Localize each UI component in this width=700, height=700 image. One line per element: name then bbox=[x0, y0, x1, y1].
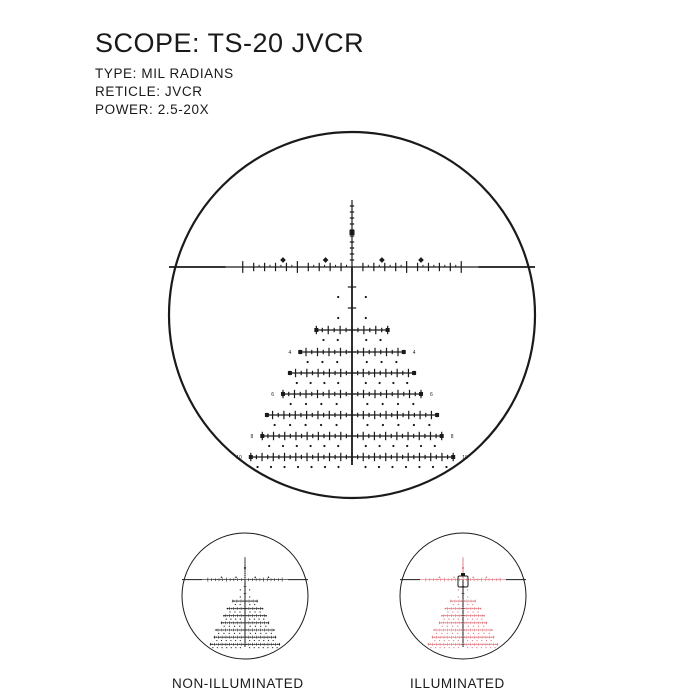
non-illum-hold-endcap bbox=[262, 608, 263, 609]
main-hash-label: 4 bbox=[412, 350, 416, 356]
main-hash-label: 8 bbox=[450, 434, 454, 440]
illum-wind-dot bbox=[458, 647, 459, 648]
non-illum-wind-dot bbox=[240, 604, 241, 605]
main-wind-dot bbox=[432, 466, 434, 468]
illum-wind-dot bbox=[477, 611, 478, 612]
spec-type: TYPE: MIL RADIANS bbox=[95, 66, 234, 81]
illum-wind-dot bbox=[467, 604, 468, 605]
non-illum-wind-dot bbox=[240, 640, 241, 641]
main-hold-endcap bbox=[419, 392, 423, 396]
main-hold-endcap bbox=[265, 413, 269, 417]
main-wind-dot bbox=[420, 445, 422, 447]
illum-wind-dot bbox=[481, 640, 482, 641]
non-illum-wind-dot bbox=[223, 633, 224, 634]
main-wind-dot bbox=[310, 445, 312, 447]
illum-wind-dot bbox=[467, 640, 468, 641]
non-illum-wind-dot bbox=[249, 589, 250, 590]
main-h-marker bbox=[379, 257, 385, 263]
illum-wind-dot bbox=[495, 647, 496, 648]
illum-hold-endcap bbox=[483, 615, 484, 616]
main-wind-dot bbox=[310, 382, 312, 384]
illum-wind-dot bbox=[439, 647, 440, 648]
illum-wind-dot bbox=[457, 626, 458, 627]
non-illum-group bbox=[182, 533, 308, 659]
main-wind-dot bbox=[365, 445, 367, 447]
main-wind-dot bbox=[382, 424, 384, 426]
non-illum-wind-dot bbox=[259, 611, 260, 612]
main-wind-dot bbox=[380, 361, 382, 363]
non-illum-wind-dot bbox=[240, 647, 241, 648]
illum-wind-dot bbox=[453, 604, 454, 605]
illum-wind-dot bbox=[473, 633, 474, 634]
main-hash-label: 10 bbox=[462, 455, 468, 461]
main-wind-dot bbox=[382, 403, 384, 405]
main-wind-dot bbox=[379, 382, 381, 384]
non-illum-wind-dot bbox=[230, 619, 231, 620]
main-wind-dot bbox=[323, 445, 325, 447]
main-wind-dot bbox=[323, 382, 325, 384]
main-h-marker bbox=[323, 257, 329, 263]
main-wind-dot bbox=[413, 424, 415, 426]
non-illum-hold-endcap bbox=[265, 615, 266, 616]
main-wind-dot bbox=[379, 339, 381, 341]
non-illum-wind-dot bbox=[254, 647, 255, 648]
main-wind-dot bbox=[366, 403, 368, 405]
main-h-marker bbox=[418, 257, 424, 263]
main-wind-dot bbox=[337, 296, 339, 298]
illum-wind-dot bbox=[489, 633, 490, 634]
non-illum-wind-dot bbox=[212, 647, 213, 648]
illum-wind-dot bbox=[472, 647, 473, 648]
illum-wind-dot bbox=[467, 589, 468, 590]
non-illum-wind-dot bbox=[254, 619, 255, 620]
illum-wind-dot bbox=[481, 619, 482, 620]
non-illum-wind-dot bbox=[221, 647, 222, 648]
illum-wind-dot bbox=[483, 626, 484, 627]
illum-wind-dot bbox=[473, 626, 474, 627]
illum-wind-dot bbox=[467, 619, 468, 620]
non-illum-hold-endcap bbox=[256, 600, 257, 601]
main-wind-dot bbox=[336, 403, 338, 405]
illum-wind-dot bbox=[449, 647, 450, 648]
main-wind-dot bbox=[324, 466, 326, 468]
illum-target-top bbox=[461, 573, 465, 576]
illum-wind-dot bbox=[458, 604, 459, 605]
non-illum-wind-dot bbox=[230, 640, 231, 641]
non-illum-hold-endcap bbox=[268, 622, 269, 623]
main-wind-dot bbox=[428, 424, 430, 426]
illum-wind-dot bbox=[483, 633, 484, 634]
illum-wind-dot bbox=[434, 640, 435, 641]
illum-wind-dot bbox=[436, 633, 437, 634]
non-illum-wind-dot bbox=[258, 647, 259, 648]
non-illum-wind-dot bbox=[226, 647, 227, 648]
illum-hold-endcap bbox=[441, 615, 442, 616]
illum-wind-dot bbox=[444, 619, 445, 620]
main-wind-dot bbox=[392, 382, 394, 384]
non-illum-hold-endcap bbox=[223, 615, 224, 616]
non-illum-wind-dot bbox=[277, 647, 278, 648]
non-illum-hold-endcap bbox=[214, 636, 215, 637]
illum-wind-dot bbox=[472, 611, 473, 612]
main-wind-dot bbox=[378, 466, 380, 468]
main-wind-dot bbox=[268, 445, 270, 447]
non-illum-h-marker bbox=[267, 576, 269, 578]
spec-reticle: RETICLE: JVCR bbox=[95, 84, 203, 99]
illum-hold-endcap bbox=[497, 644, 498, 645]
illum-wind-dot bbox=[458, 619, 459, 620]
illum-wind-dot bbox=[458, 640, 459, 641]
main-wind-dot bbox=[296, 445, 298, 447]
main-hash-label: 10 bbox=[236, 455, 242, 461]
illum-wind-dot bbox=[457, 633, 458, 634]
non-illum-wind-dot bbox=[273, 640, 274, 641]
main-wind-dot bbox=[274, 424, 276, 426]
illum-hold-endcap bbox=[432, 636, 433, 637]
illum-hold-endcap bbox=[439, 622, 440, 623]
main-wind-dot bbox=[405, 466, 407, 468]
non-illum-wind-dot bbox=[263, 619, 264, 620]
main-wind-dot bbox=[337, 445, 339, 447]
non-illum-h-marker bbox=[221, 576, 223, 578]
main-hold-endcap bbox=[402, 350, 406, 354]
main-hold-endcap bbox=[260, 434, 264, 438]
illum-wind-dot bbox=[472, 640, 473, 641]
non-illum-h-marker bbox=[235, 576, 237, 578]
non-illum-wind-dot bbox=[249, 604, 250, 605]
non-illum-wind-dot bbox=[249, 619, 250, 620]
illum-wind-dot bbox=[476, 619, 477, 620]
illum-v-marker bbox=[462, 567, 464, 569]
main-hash-label: 8 bbox=[250, 434, 254, 440]
non-illum-hold-endcap bbox=[279, 644, 280, 645]
main-hash-label: 6 bbox=[430, 392, 433, 398]
non-illum-wind-dot bbox=[263, 640, 264, 641]
non-illum-wind-dot bbox=[268, 640, 269, 641]
non-illum-v-marker bbox=[244, 567, 246, 569]
non-illum-wind-dot bbox=[216, 640, 217, 641]
illum-wind-dot bbox=[447, 626, 448, 627]
main-hold-endcap bbox=[314, 328, 318, 332]
illum-wind-dot bbox=[476, 647, 477, 648]
main-wind-dot bbox=[335, 424, 337, 426]
illum-group bbox=[400, 533, 526, 659]
non-illum-wind-dot bbox=[267, 647, 268, 648]
main-hold-endcap bbox=[451, 455, 455, 459]
illum-wind-dot bbox=[491, 640, 492, 641]
non-illum-wind-dot bbox=[250, 626, 251, 627]
main-hold-endcap bbox=[288, 371, 292, 375]
non-illum-wind-dot bbox=[217, 647, 218, 648]
illum-wind-dot bbox=[453, 619, 454, 620]
illum-wind-dot bbox=[435, 647, 436, 648]
main-hold-endcap bbox=[412, 371, 416, 375]
non-illum-hold-endcap bbox=[215, 629, 216, 630]
illum-wind-dot bbox=[448, 619, 449, 620]
spec-power: POWER: 2.5-20X bbox=[95, 102, 210, 117]
main-wind-dot bbox=[320, 424, 322, 426]
main-hash-label: 6 bbox=[271, 392, 274, 398]
illum-h-marker bbox=[472, 576, 474, 578]
illum-wind-dot bbox=[444, 647, 445, 648]
main-wind-dot bbox=[366, 424, 368, 426]
main-wind-dot bbox=[307, 361, 309, 363]
main-wind-dot bbox=[256, 466, 258, 468]
main-wind-dot bbox=[320, 403, 322, 405]
non-illum-wind-dot bbox=[234, 626, 235, 627]
main-wind-dot bbox=[322, 339, 324, 341]
non-illum-wind-dot bbox=[240, 619, 241, 620]
non-illum-h-marker bbox=[254, 576, 256, 578]
non-illum-hold-endcap bbox=[275, 636, 276, 637]
non-illum-wind-dot bbox=[254, 611, 255, 612]
illum-hold-endcap bbox=[450, 600, 451, 601]
illum-wind-dot bbox=[467, 647, 468, 648]
illum-wind-dot bbox=[486, 640, 487, 641]
illum-wind-dot bbox=[478, 626, 479, 627]
main-wind-dot bbox=[365, 339, 367, 341]
illum-hold-endcap bbox=[491, 629, 492, 630]
non-illum-wind-dot bbox=[218, 633, 219, 634]
main-wind-dot bbox=[412, 403, 414, 405]
non-illum-wind-dot bbox=[265, 626, 266, 627]
illum-wind-dot bbox=[458, 596, 459, 597]
non-illum-hold-endcap bbox=[227, 608, 228, 609]
caption-illuminated: ILLUMINATED bbox=[410, 676, 505, 691]
main-hash-label: 4 bbox=[288, 350, 292, 356]
illum-wind-dot bbox=[467, 596, 468, 597]
main-wind-dot bbox=[337, 466, 339, 468]
non-illum-wind-dot bbox=[234, 633, 235, 634]
main-wind-dot bbox=[290, 403, 292, 405]
main-wind-dot bbox=[337, 317, 339, 319]
main-wind-dot bbox=[283, 466, 285, 468]
caption-non-illuminated: NON-ILLUMINATED bbox=[172, 676, 304, 691]
illum-hold-endcap bbox=[486, 622, 487, 623]
non-illum-wind-dot bbox=[226, 619, 227, 620]
non-illum-hold-endcap bbox=[221, 622, 222, 623]
illum-hold-endcap bbox=[433, 629, 434, 630]
main-wind-dot bbox=[336, 361, 338, 363]
illum-wind-dot bbox=[452, 626, 453, 627]
main-hold-endcap bbox=[386, 328, 390, 332]
illum-hold-endcap bbox=[480, 608, 481, 609]
non-illum-wind-dot bbox=[229, 633, 230, 634]
non-illum-wind-dot bbox=[229, 611, 230, 612]
main-wind-dot bbox=[397, 424, 399, 426]
main-wind-dot bbox=[305, 403, 307, 405]
non-illum-wind-dot bbox=[258, 619, 259, 620]
non-illum-wind-dot bbox=[226, 640, 227, 641]
non-illum-wind-dot bbox=[258, 640, 259, 641]
main-v-marker bbox=[350, 230, 355, 235]
non-illum-wind-dot bbox=[234, 611, 235, 612]
non-illum-wind-dot bbox=[249, 596, 250, 597]
main-hold-endcap bbox=[249, 455, 253, 459]
main-wind-dot bbox=[321, 361, 323, 363]
illum-wind-dot bbox=[452, 611, 453, 612]
main-wind-dot bbox=[379, 445, 381, 447]
main-wind-dot bbox=[337, 339, 339, 341]
non-illum-wind-dot bbox=[250, 633, 251, 634]
illum-wind-dot bbox=[468, 633, 469, 634]
illum-wind-dot bbox=[472, 604, 473, 605]
illum-wind-dot bbox=[468, 626, 469, 627]
illum-wind-dot bbox=[444, 640, 445, 641]
illum-hold-endcap bbox=[428, 644, 429, 645]
main-hold-endcap bbox=[435, 413, 439, 417]
non-illum-hold-endcap bbox=[232, 600, 233, 601]
non-illum-wind-dot bbox=[254, 640, 255, 641]
main-wind-dot bbox=[392, 445, 394, 447]
main-wind-dot bbox=[289, 424, 291, 426]
non-illum-wind-dot bbox=[254, 604, 255, 605]
illum-wind-dot bbox=[457, 611, 458, 612]
non-illum-wind-dot bbox=[255, 626, 256, 627]
non-illum-hold-endcap bbox=[210, 644, 211, 645]
main-wind-dot bbox=[365, 317, 367, 319]
main-wind-dot bbox=[391, 466, 393, 468]
main-wind-dot bbox=[418, 466, 420, 468]
non-illum-wind-dot bbox=[239, 611, 240, 612]
illum-wind-dot bbox=[476, 640, 477, 641]
main-wind-dot bbox=[296, 382, 298, 384]
main-wind-dot bbox=[434, 445, 436, 447]
illum-wind-dot bbox=[447, 611, 448, 612]
illum-wind-dot bbox=[490, 647, 491, 648]
non-illum-wind-dot bbox=[272, 647, 273, 648]
illum-hold-endcap bbox=[445, 608, 446, 609]
illum-h-marker bbox=[439, 576, 441, 578]
main-wind-dot bbox=[297, 466, 299, 468]
non-illum-wind-dot bbox=[235, 604, 236, 605]
non-illum-wind-dot bbox=[249, 611, 250, 612]
main-wind-dot bbox=[406, 445, 408, 447]
illum-wind-dot bbox=[458, 589, 459, 590]
non-illum-wind-dot bbox=[249, 647, 250, 648]
main-wind-dot bbox=[365, 382, 367, 384]
non-illum-wind-dot bbox=[260, 626, 261, 627]
illum-wind-dot bbox=[439, 640, 440, 641]
non-illum-wind-dot bbox=[240, 589, 241, 590]
illum-wind-dot bbox=[447, 633, 448, 634]
non-illum-wind-dot bbox=[239, 633, 240, 634]
illum-wind-dot bbox=[441, 633, 442, 634]
illum-wind-dot bbox=[448, 640, 449, 641]
main-wind-dot bbox=[304, 424, 306, 426]
non-illum-wind-dot bbox=[240, 596, 241, 597]
main-wind-dot bbox=[445, 466, 447, 468]
illum-hold-endcap bbox=[474, 600, 475, 601]
main-wind-dot bbox=[364, 466, 366, 468]
main-wind-dot bbox=[337, 382, 339, 384]
non-illum-wind-dot bbox=[224, 626, 225, 627]
main-wind-dot bbox=[282, 445, 284, 447]
main-h-marker bbox=[280, 257, 286, 263]
non-illum-wind-dot bbox=[265, 633, 266, 634]
non-illum-wind-dot bbox=[271, 633, 272, 634]
main-wind-dot bbox=[406, 382, 408, 384]
non-illum-wind-dot bbox=[235, 647, 236, 648]
non-illum-wind-dot bbox=[249, 640, 250, 641]
main-wind-dot bbox=[310, 466, 312, 468]
non-illum-wind-dot bbox=[255, 633, 256, 634]
illum-wind-dot bbox=[453, 647, 454, 648]
main-hold-endcap bbox=[281, 392, 285, 396]
illum-wind-dot bbox=[481, 647, 482, 648]
main-wind-dot bbox=[366, 361, 368, 363]
illum-wind-dot bbox=[472, 619, 473, 620]
illum-wind-dot bbox=[485, 647, 486, 648]
non-illum-wind-dot bbox=[235, 640, 236, 641]
illum-h-marker bbox=[485, 576, 487, 578]
main-wind-dot bbox=[365, 296, 367, 298]
illum-wind-dot bbox=[453, 640, 454, 641]
illum-wind-dot bbox=[430, 647, 431, 648]
illum-h-marker bbox=[453, 576, 455, 578]
illum-wind-dot bbox=[467, 611, 468, 612]
main-hold-endcap bbox=[298, 350, 302, 354]
non-illum-wind-dot bbox=[231, 647, 232, 648]
non-illum-hold-endcap bbox=[273, 629, 274, 630]
non-illum-wind-dot bbox=[263, 647, 264, 648]
illum-hold-endcap bbox=[493, 636, 494, 637]
non-illum-wind-dot bbox=[221, 640, 222, 641]
main-wind-dot bbox=[397, 403, 399, 405]
illum-wind-dot bbox=[478, 633, 479, 634]
main-group bbox=[169, 132, 535, 498]
illum-wind-dot bbox=[452, 633, 453, 634]
main-wind-dot bbox=[270, 466, 272, 468]
illum-wind-dot bbox=[442, 626, 443, 627]
main-wind-dot bbox=[395, 361, 397, 363]
scope-title: SCOPE: TS-20 JVCR bbox=[95, 28, 365, 58]
main-hold-endcap bbox=[440, 434, 444, 438]
non-illum-wind-dot bbox=[260, 633, 261, 634]
non-illum-wind-dot bbox=[229, 626, 230, 627]
non-illum-wind-dot bbox=[239, 626, 240, 627]
non-illum-wind-dot bbox=[235, 619, 236, 620]
